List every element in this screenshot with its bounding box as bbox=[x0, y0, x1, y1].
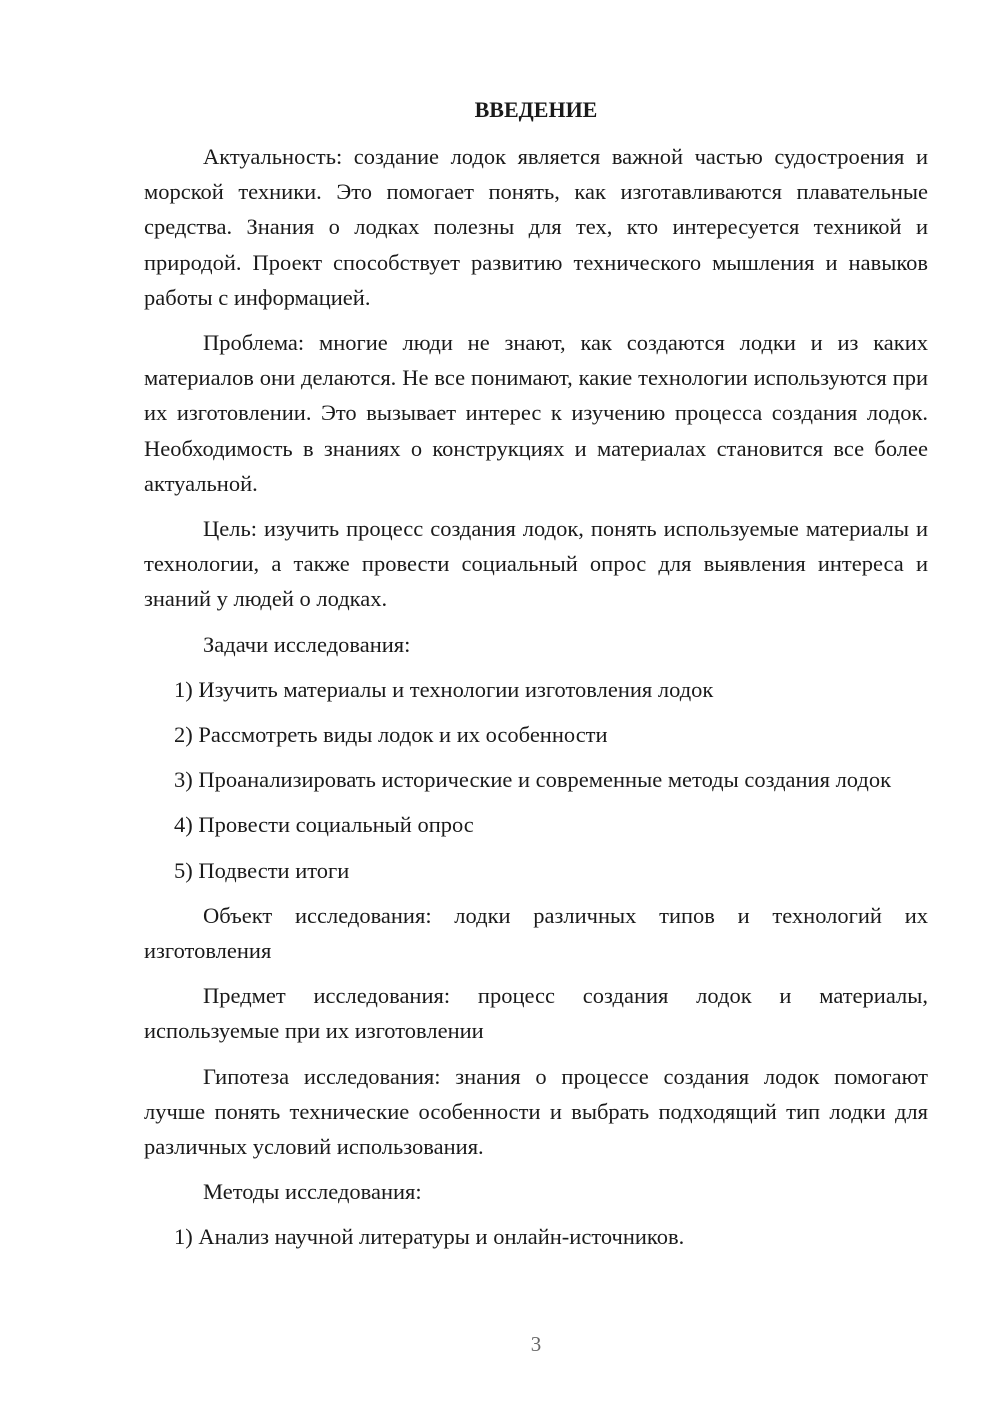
task-item: 5) Подвести итоги bbox=[174, 857, 350, 883]
methods-heading: Методы исследования: bbox=[203, 1179, 422, 1205]
page-title: ВВЕДЕНИЕ bbox=[474, 97, 598, 122]
document-page bbox=[144, 92, 928, 1265]
problem-paragraph: Проблема: многие люди не знают, как создаются лодки и из каких материалов они делаются. Не все понимают, какие технологии используются при их изготовлении. Это вызывает интерес к изучению процесса создания лодок. Необходимость в знаниях о конструкциях и материалах становится все более актуальной. bbox=[144, 330, 928, 496]
subject-paragraph: Предмет исследования: процесс создания лодок и материалы, используемые при их изготовлении bbox=[144, 983, 928, 1044]
object-paragraph: Объект исследования: лодки различных типов и технологий их изготовления bbox=[144, 902, 928, 964]
tasks-heading: Задачи исследования: bbox=[203, 631, 411, 657]
task-item: 4) Провести социальный опрос bbox=[174, 812, 474, 838]
goal-paragraph: Цель: изучить процесс создания лодок, понять используемые материалы и технологии, а также провести социальный опрос для выявления интереса и знаний у людей о лодках. bbox=[144, 516, 928, 612]
method-item: 1) Анализ научной литературы и онлайн-источников. bbox=[174, 1224, 685, 1250]
task-item: 2) Рассмотреть виды лодок и их особенности bbox=[174, 722, 608, 748]
task-item: 3) Проанализировать исторические и современные методы создания лодок bbox=[174, 767, 892, 793]
task-item: 1) Изучить материалы и технологии изготовления лодок bbox=[174, 676, 714, 702]
relevance-paragraph: Актуальность: создание лодок является важной частью судостроения и морской техники. Это помогает понять, как изготавливаются плавательные средства. Знания о лодках полезны для тех, кто интересуется техникой и природой. Проект способствует развитию технического мышления и навыков работы с информацией. bbox=[144, 144, 928, 310]
page-number: 3 bbox=[530, 1332, 542, 1356]
hypothesis-paragraph: Гипотеза исследования: знания о процессе создания лодок помогают лучше понять технические особенности и выбрать подходящий тип лодки для различных условий использования. bbox=[144, 1063, 928, 1160]
